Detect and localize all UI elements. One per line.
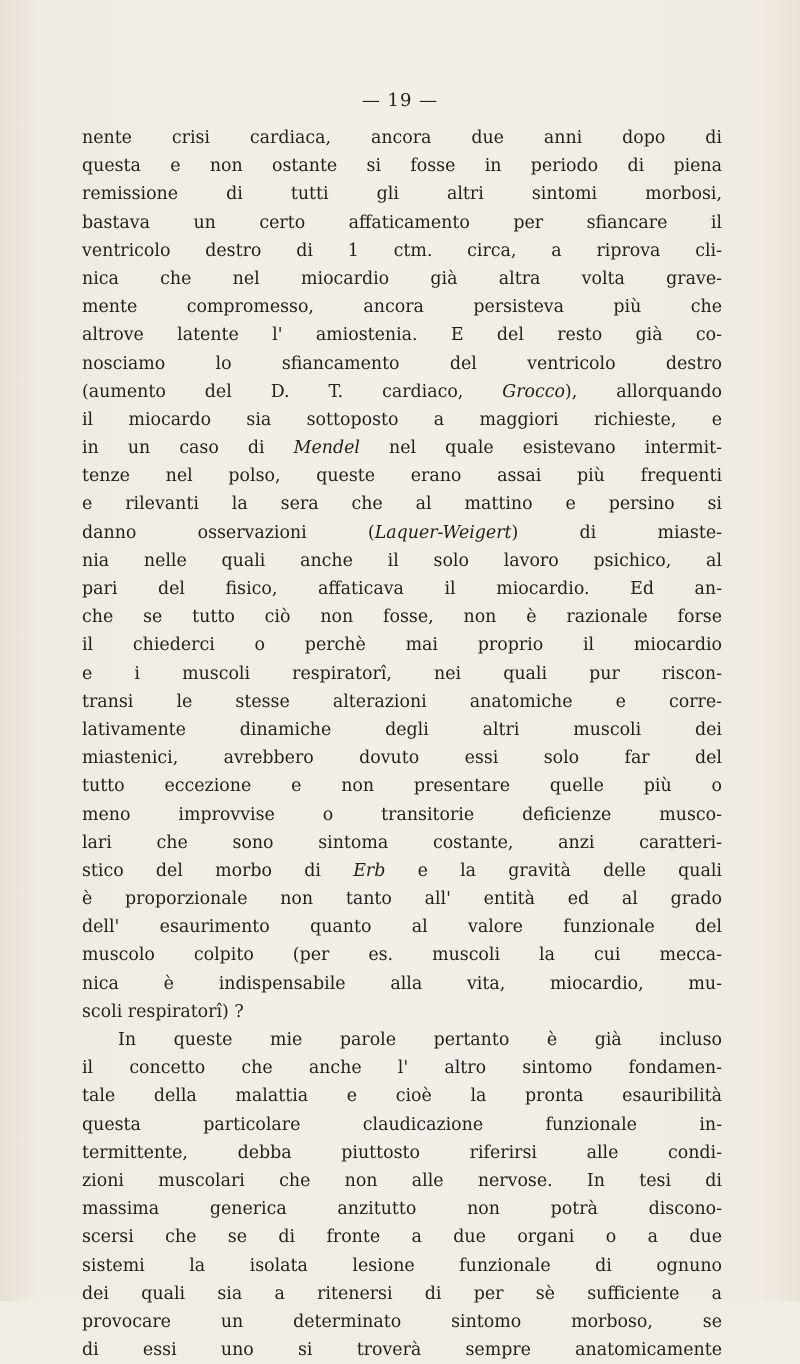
text-line: remissione di tutti gli altri sintomi morbosi, [82,184,722,205]
italic-name: Erb [353,860,386,881]
text-line: lari che sono sintoma costante, anzi caratteri- [82,832,722,853]
italic-name: Grocco [502,381,565,402]
italic-name: Mendel [293,438,360,459]
text-line: transi le stesse alterazioni anatomiche e corre- [82,691,722,712]
text-line: stico del morbo di Erb e la gravità delle quali [82,860,722,881]
text-line: il chiederci o perchè mai proprio il miocardio [82,635,722,656]
text-line: nica che nel miocardio già altra volta grave- [82,268,722,289]
text-line: meno improvvise o transitorie deficienze musco- [82,804,722,825]
text-line: scersi che se di fronte a due organi o a due [82,1227,722,1248]
text-line: altrove latente l' amiostenia. E del resto già co- [82,325,722,346]
text-line: il concetto che anche l' altro sintomo fondamen- [82,1058,722,1079]
text-line: zioni muscolari che non alle nervose. In tesi di [82,1170,722,1191]
text-line: dell' esaurimento quanto al valore funzionale del [82,917,722,938]
text-line: che se tutto ciò non fosse, non è razionale forse [82,607,722,628]
text-line: dei quali sia a ritenersi di per sè sufficiente a [82,1283,722,1304]
text-line: di essi uno si troverà sempre anatomicamente [82,1340,722,1361]
text-line: ventricolo destro di 1 ctm. circa, a riprova cli- [82,240,722,261]
text-line: nente crisi cardiaca, ancora due anni dopo di [82,128,722,148]
text-line: nosciamo lo sfiancamento del ventricolo destro [82,353,722,374]
text-line: in un caso di Mendel nel quale esistevano intermit- [82,438,722,459]
text-line: massima generica anzitutto non potrà discono- [82,1199,722,1220]
text-line: nica è indispensabile alla vita, miocardio, mu- [82,973,722,994]
text-line: lativamente dinamiche degli altri muscoli dei [82,719,722,740]
page-number: — 19 — [361,90,439,111]
text-line: tenze nel polso, queste erano assai più frequenti [82,466,722,487]
text-line: tale della malattia e cioè la pronta esauribilità [82,1086,722,1107]
text-line: provocare un determinato sintomo morboso, se [82,1311,722,1332]
italic-name: Laquer-Weigert [374,522,512,543]
text-line: In queste mie parole pertanto è già incluso [118,1030,722,1050]
text-line: (aumento del D. T. cardiaco, Grocco), allorquando [82,381,722,402]
text-line: muscolo colpito (per es. muscoli la cui mecca- [82,945,722,966]
text-line: questa particolare claudicazione funzionale in- [82,1114,722,1135]
text-line: danno osservazioni (Laquer-Weigert) di miaste- [82,522,722,543]
text-line: scoli respiratorî) ? [82,1001,244,1022]
text-line: miastenici, avrebbero dovuto essi solo far del [82,748,722,769]
text-line: il miocardo sia sottoposto a maggiori richieste, e [82,409,722,430]
text-line: bastava un certo affaticamento per sfiancare il [82,212,722,233]
text-line: è proporzionale non tanto all' entità ed al grado [82,889,722,910]
text-line: e i muscoli respiratorî, nei quali pur riscon- [82,663,722,684]
text-line: mente compromesso, ancora persisteva più che [82,297,722,318]
text-line: e rilevanti la sera che al mattino e persino si [82,494,722,515]
text-line: pari del fisico, affaticava il miocardio. Ed an- [82,579,722,599]
text-line: termittente, debba piuttosto riferirsi alle condi- [82,1142,722,1163]
text-line: nia nelle quali anche il solo lavoro psichico, al [82,550,722,571]
text-line: sistemi la isolata lesione funzionale di ognuno [82,1255,722,1276]
text-line: questa e non ostante si fosse in periodo di piena [82,156,722,177]
text-line: tutto eccezione e non presentare quelle più o [82,776,722,797]
body-text [82,124,722,1364]
